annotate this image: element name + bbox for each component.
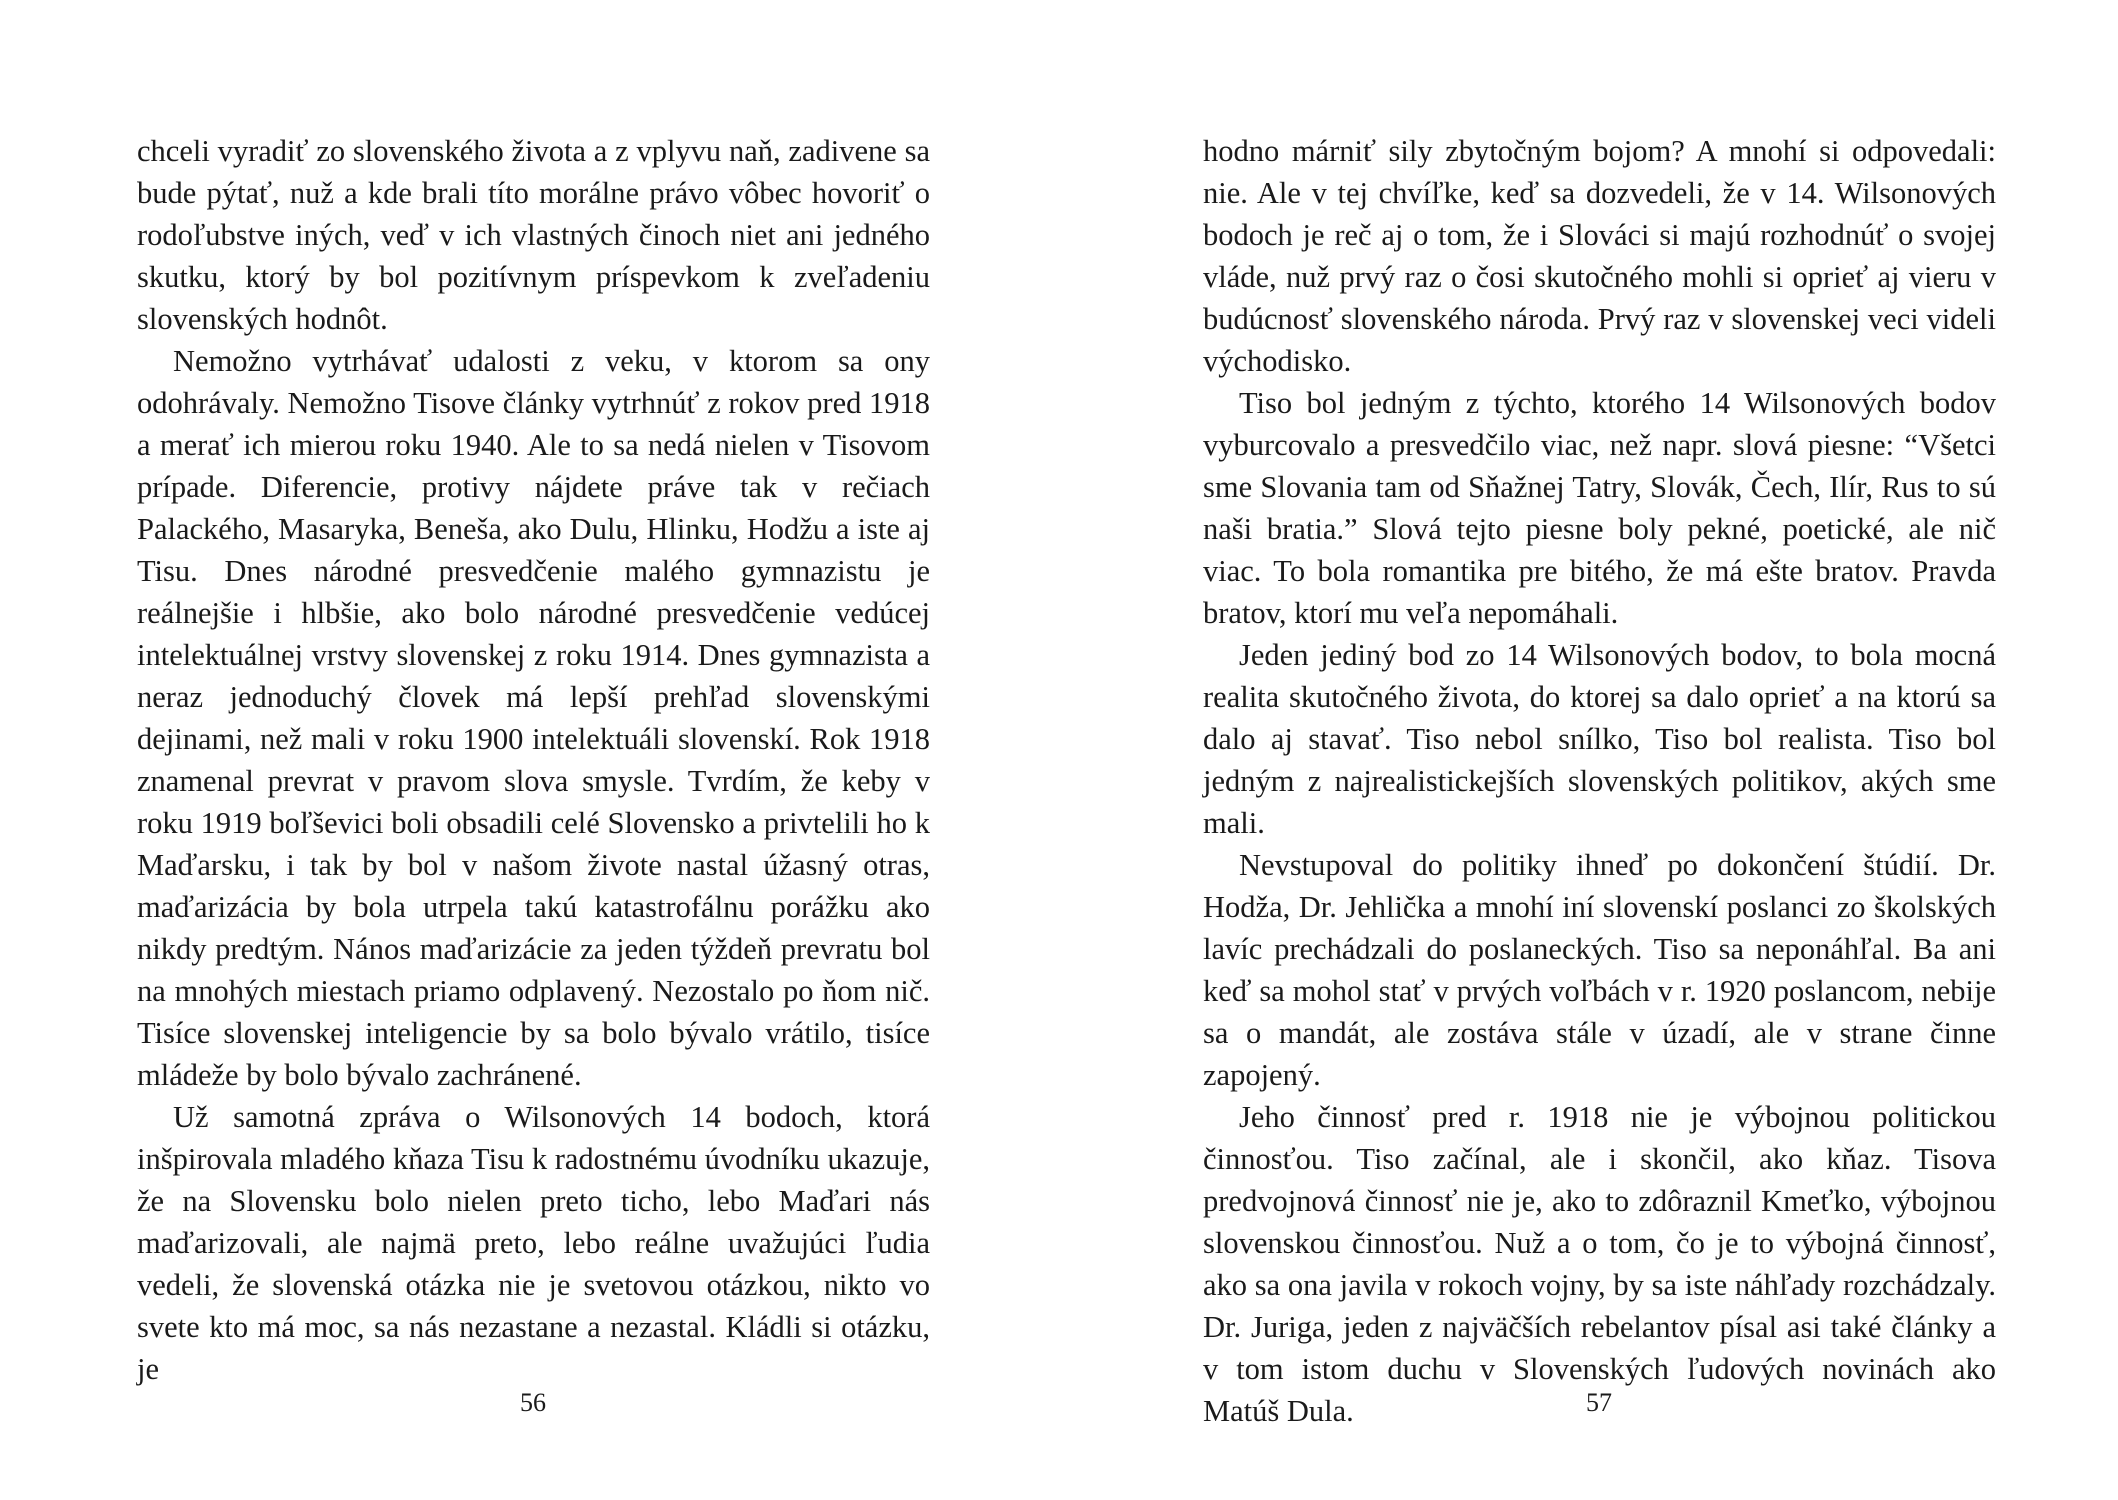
paragraph: Už samotná zpráva o Wilsonových 14 bodoch, ktorá inšpirovala mladého kňaza Tisu k radostnému úvodníku ukazuje, že na Slovensku bolo nielen preto ticho, lebo Maďari nás maďarizovali, ale najmä preto, lebo reálne uvažujúci ľudia vedeli, že slovenská otázka nie je svetovou otázkou, nikto vo svete kto má moc, sa nás nezastane a nezastal. Kládli si otázku, je bbox=[137, 1100, 930, 1386]
paragraph: Tiso bol jedným z týchto, ktorého 14 Wilsonových bodov vyburcovalo a presvedčilo viac, než napr. slová piesne: “Všetci sme Slovania tam od Sňažnej Tatry, Slovák, Čech, Ilír, Rus to sú naši bratia.” Slová tejto piesne boly pekné, poetické, ale nič viac. To bola romantika pre bitého, že má ešte bratov. Pravda bratov, ktorí mu veľa nepomáhali. bbox=[1203, 386, 1996, 630]
left-page-text bbox=[137, 130, 930, 1390]
paragraph: hodno márniť sily zbytočným bojom? A mnohí si odpovedali: nie. Ale v tej chvíľke, keď sa dozvedeli, že v 14. Wilsonových bodoch je reč aj o tom, že i Slováci si majú rozhodnúť o svojej vláde, nuž prvý raz o čosi skutočného mohli si oprieť aj vieru v budúcnosť slovenského národa. Prvý raz v slovenskej veci videli východisko. bbox=[1203, 134, 1996, 378]
right-page-text bbox=[1203, 130, 1996, 1432]
page-number-left: 56 bbox=[520, 1388, 546, 1417]
paragraph: Nemožno vytrhávať udalosti z veku, v ktorom sa ony odohrávaly. Nemožno Tisove články vytrhnúť z rokov pred 1918 a merať ich mierou roku 1940. Ale to sa nedá nielen v Tisovom prípade. Diferencie, protivy nájdete práve tak v rečiach Palackého, Masaryka, Beneša, ako Dulu, Hlinku, Hodžu a iste aj Tisu. Dnes národné presvedčenie malého gymnazistu je reálnejšie i hlbšie, ako bolo národné presvedčenie vedúcej intelektuálnej vrstvy slovenskej z roku 1914. Dnes gymnazista a neraz jednoduchý človek má lepší prehľad slovenskými dejinami, než mali v roku 1900 intelektuáli slovenskí. Rok 1918 znamenal prevrat v pravom slova smysle. Tvrdím, že keby v roku 1919 boľševici boli obsadili celé Slovensko a privtelili ho k Maďarsku, i tak by bol v našom živote nastal úžasný otras, maďarizácia by bola utrpela takú katastrofálnu porážku ako nikdy predtým. Nános maďarizácie za jeden týždeň prevratu bol na mnohých miestach priamo odplavený. Nezostalo po ňom nič. Tisíce slovenskej inteligencie by sa bolo bývalo vrátilo, tisíce mládeže by bolo bývalo zachránené. bbox=[137, 344, 930, 1092]
paragraph: chceli vyradiť zo slovenského života a z vplyvu naň, zadivene sa bude pýtať, nuž a kde brali títo morálne právo vôbec hovoriť o rodoľubstve iných, veď v ich vlastných činoch niet ani jedného skutku, ktorý by bol pozitívnym príspevkom k zveľadeniu slovenských hodnôt. bbox=[137, 134, 930, 336]
page-number-right: 57 bbox=[1586, 1388, 1612, 1417]
paragraph: Jeho činnosť pred r. 1918 nie je výbojnou politickou činnosťou. Tiso začínal, ale i skončil, ako kňaz. Tisova predvojnová činnosť nie je, ako to zdôraznil Kmeťko, výbojnou slovenskou činnosťou. Nuž a o tom, čo je to výbojná činnosť, ako sa ona javila v rokoch vojny, by sa iste náhľady rozchádzaly. Dr. Juriga, jeden z najväčších rebelantov písal asi také články a v tom istom duchu v Slovenských ľudových novinách ako Matúš Dula. bbox=[1203, 1100, 1996, 1428]
paragraph: Nevstupoval do politiky ihneď po dokončení štúdií. Dr. Hodža, Dr. Jehlička a mnohí iní slovenskí poslanci zo školských lavíc prechádzali do poslaneckých. Tiso sa neponáhľal. Ba ani keď sa mohol stať v prvých voľbách v r. 1920 poslancom, nebije sa o mandát, ale zostáva stále v úzadí, ale v strane činne zapojený. bbox=[1203, 848, 1996, 1092]
paragraph: Jeden jediný bod zo 14 Wilsonových bodov, to bola mocná realita skutočného života, do ktorej sa dalo oprieť a na ktorú sa dalo aj stavať. Tiso nebol snílko, Tiso bol realista. Tiso bol jedným z najrealistickejších slovenských politikov, akých sme mali. bbox=[1203, 638, 1996, 840]
right-page bbox=[1059, 0, 2118, 1500]
